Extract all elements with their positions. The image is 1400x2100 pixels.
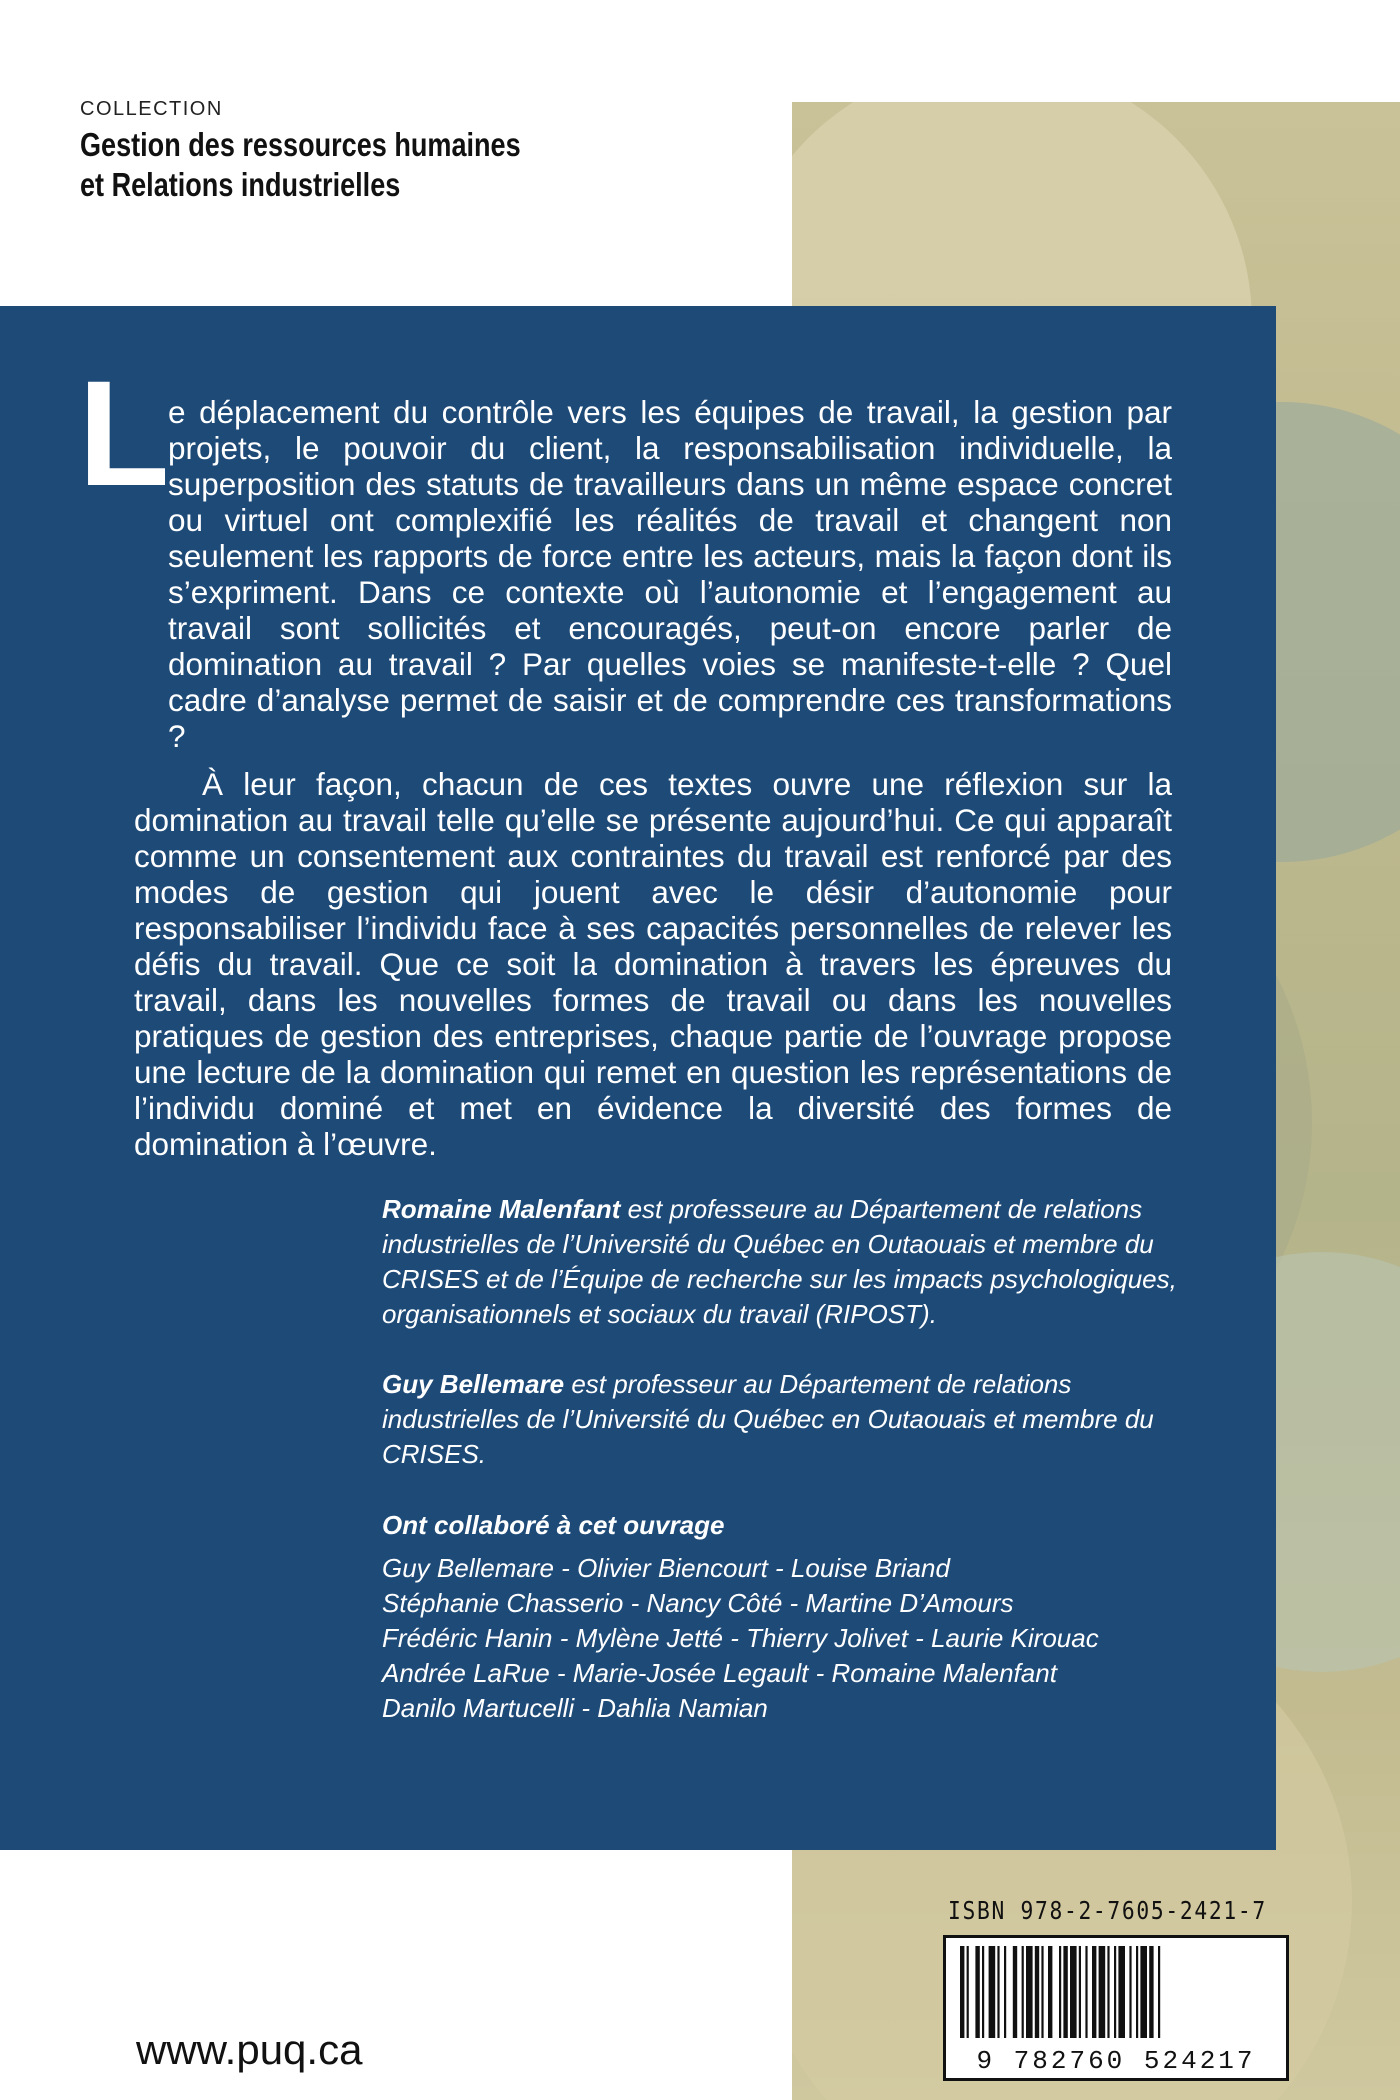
bio-1-text: est professeure au Département de relations industrielles de l’Université du Québec en Outaouais et membre du CRISES et de l’Équipe de recherche sur les impacts psychologiques, organisationnels et sociaux du travail (RIPOST). xyxy=(382,1194,1177,1329)
barcode-bar xyxy=(1059,1946,1061,2038)
barcode-bar xyxy=(1149,1946,1153,2038)
barcode-bar xyxy=(1022,1946,1024,2038)
barcode-bars xyxy=(960,1946,1272,2038)
barcode-bar xyxy=(1140,1946,1147,2038)
barcode-bar xyxy=(1136,1946,1138,2038)
barcode-number: 9 782760 524217 xyxy=(976,2046,1256,2076)
collaborators-line: Danilo Martucelli - Dahlia Namian xyxy=(382,1693,768,1723)
description-paragraph-2: À leur façon, chacun de ces textes ouvre une réflexion sur la domination au travail telle qu’elle se présente aujourd’hui. Ce qui apparaît comme un consentement aux contraintes du travail est renforcé par des modes de gestion qui jouent avec le désir d’autonomie pour responsabiliser l’individu face à ses capacités personnelles de relever les défis du travail. Que ce soit la domination à travers les épreuves du travail, dans les nouvelles formes de travail ou dans les nouvelles pratiques de gestion des entreprises, chaque partie de l’ouvrage propose une lecture de la domination qui remet en question les représentations de l’individu dominé et met en évidence la diversité des formes de domination à l’œuvre. xyxy=(134,766,1172,1162)
barcode-bar xyxy=(1079,1946,1081,2038)
barcode-bar xyxy=(967,1946,969,2038)
barcode-bar xyxy=(1070,1946,1077,2038)
barcode-bar xyxy=(1158,1946,1160,2038)
barcode-bar xyxy=(982,1946,984,2038)
description-paragraph-1: e déplacement du contrôle vers les équipes de travail, la gestion par projets, le pouvoir du client, la responsabilisation individuelle, la superposition des statuts de travailleurs dans un même espace concret ou virtuel ont complexifié les réalités de travail et changent non seulement les rapports de force entre les acteurs, mais la façon dont ils s’expriment. Dans ce contexte où l’autonomie et l’engagement au travail sont sollicités et encouragés, peut-on encore parler de domination au travail ? Par quelles voies se manifeste-t-elle ? Quel cadre d’analyse permet de saisir et de comprendre ces transformations ? xyxy=(168,394,1172,754)
barcode-bar xyxy=(1092,1946,1096,2038)
isbn-text: ISBN 978-2-7605-2421-7 xyxy=(948,1896,1267,1925)
barcode-bar xyxy=(1099,1946,1106,2038)
barcode-bar xyxy=(1114,1946,1116,2038)
barcode-bar xyxy=(975,1946,979,2038)
barcode-bar xyxy=(1107,1946,1109,2038)
collection-label: COLLECTION xyxy=(80,98,223,120)
barcode-bar xyxy=(1085,1946,1087,2038)
barcode-bar xyxy=(989,1946,996,2038)
barcode xyxy=(943,1935,1289,2081)
collection-title-line2: et Relations industrielles xyxy=(80,166,401,203)
barcode-bar xyxy=(1118,1946,1125,2038)
collaborators-title: Ont collaboré à cet ouvrage xyxy=(382,1510,725,1540)
description-text xyxy=(134,394,1172,1162)
collaborators-line: Stéphanie Chasserio - Nancy Côté - Martine D’Amours xyxy=(382,1588,1014,1618)
barcode-bar xyxy=(1026,1946,1033,2038)
bio-2 xyxy=(382,1367,1182,1472)
bio-1-name: Romaine Malenfant xyxy=(382,1194,621,1224)
collaborators-line: Guy Bellemare - Olivier Biencourt - Louise Briand xyxy=(382,1553,950,1583)
drop-cap: L xyxy=(78,349,170,517)
barcode-bar xyxy=(1013,1946,1017,2038)
collection-title-line1: Gestion des ressources humaines xyxy=(80,126,521,163)
barcode-bar xyxy=(1048,1946,1052,2038)
collection-header xyxy=(80,98,617,205)
bio-2-name: Guy Bellemare xyxy=(382,1369,565,1399)
publisher-website: www.puq.ca xyxy=(136,2026,363,2073)
barcode-bar xyxy=(1063,1946,1067,2038)
author-bios xyxy=(382,1192,1182,1726)
barcode-bar xyxy=(1004,1946,1006,2038)
barcode-bar xyxy=(997,1946,999,2038)
barcode-bar xyxy=(1035,1946,1039,2038)
barcode-bar xyxy=(1041,1946,1043,2038)
collection-title xyxy=(80,125,521,205)
bio-1 xyxy=(382,1192,1182,1332)
collaborators-line: Frédéric Hanin - Mylène Jetté - Thierry Jolivet - Laurie Kirouac xyxy=(382,1623,1099,1653)
barcode-bar xyxy=(1129,1946,1131,2038)
collaborators-line: Andrée LaRue - Marie-Josée Legault - Romaine Malenfant xyxy=(382,1658,1057,1688)
barcode-bar xyxy=(960,1946,964,2038)
bio-2-text: est professeur au Département de relations industrielles de l’Université du Québec en Outaouais et membre du CRISES. xyxy=(382,1369,1154,1469)
